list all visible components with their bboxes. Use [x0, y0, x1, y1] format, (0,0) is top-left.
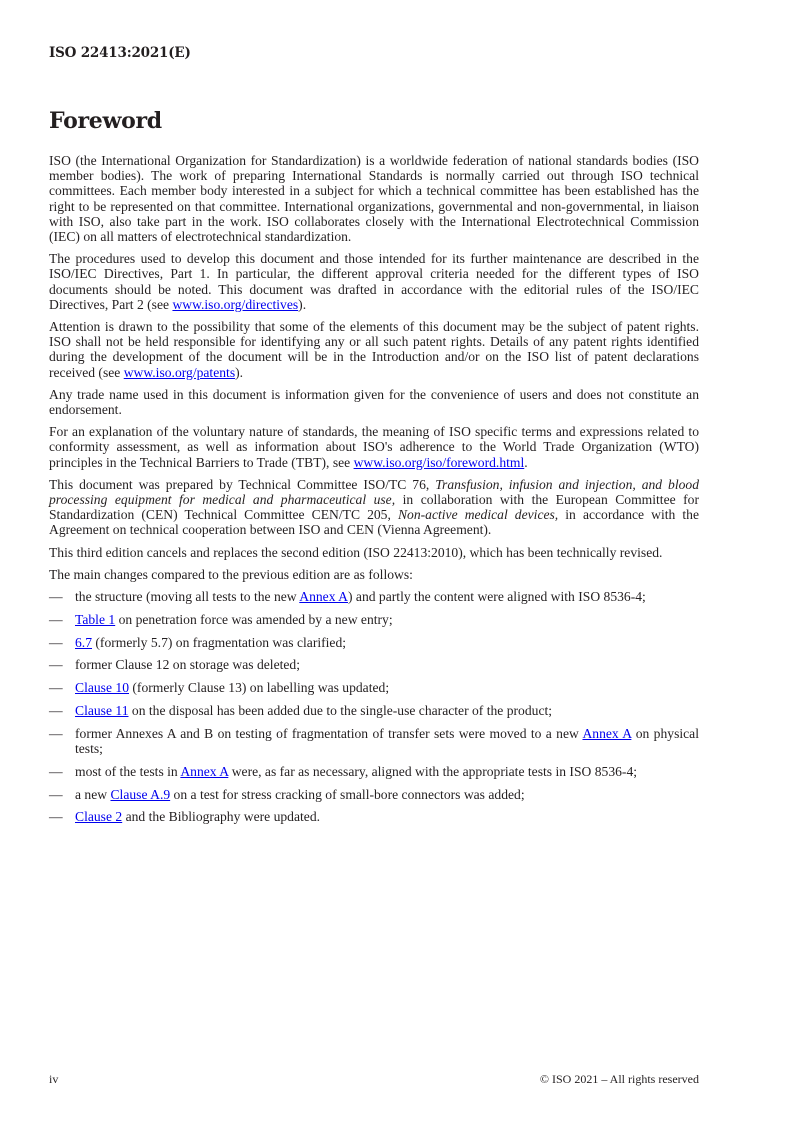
foreword-body [49, 153, 699, 832]
list-item [49, 809, 699, 824]
list-item [49, 787, 699, 802]
link-annex-a[interactable]: Annex A [582, 725, 632, 741]
paragraph-patents [49, 319, 699, 380]
text: on physical tests; [75, 725, 699, 757]
text: ). [298, 296, 307, 312]
paragraph-main-changes: The main changes compared to the previous edition are as follows: [49, 566, 413, 582]
link-clause-11[interactable]: Clause 11 [75, 703, 129, 719]
link-annex-a[interactable]: Annex A [299, 589, 348, 605]
list-item [49, 764, 699, 779]
list-item [49, 589, 699, 604]
text: in accordance with the Agreement on technical cooperation between ISO and CEN (Vienna Agreement). [49, 507, 699, 538]
text: the structure (moving all tests to the new [75, 589, 300, 605]
document-id-header: ISO 22413:2021(E) [49, 45, 191, 61]
copyright-notice: © ISO 2021 – All rights reserved [539, 1072, 699, 1086]
list-item [49, 635, 699, 650]
text: . [524, 454, 528, 470]
text: ) and partly the content were aligned with ISO 8536-4; [347, 589, 646, 605]
link-table-1[interactable]: Table 1 [75, 611, 116, 627]
page-title: Foreword [49, 108, 162, 134]
list-item [49, 612, 699, 627]
text: The procedures used to develop this document and those intended for its further maintenance are described in the ISO/IEC Directives, Part 1. In particular, the different approval criteria needed for the different types of ISO documents should be noted. This document was drafted in accordance with the editorial rules of the ISO/IEC Directives, Part 2 (see [49, 251, 699, 312]
text: on penetration force was amended by a new entry; [115, 611, 393, 627]
text: (formerly Clause 13) on labelling was updated; [129, 680, 390, 696]
link-patents[interactable]: www.iso.org/patents [123, 364, 236, 380]
dash-bullet-icon: — [49, 611, 63, 627]
text: This document was prepared by Technical Committee ISO/TC 76, [49, 476, 436, 492]
text: were, as far as necessary, aligned with the appropriate tests in ISO 8536-4; [228, 763, 638, 779]
paragraph-voluntary-nature [49, 424, 699, 470]
dash-bullet-icon: — [49, 725, 63, 741]
list-item [49, 726, 699, 756]
text: on a test for stress cracking of small-bore connectors was added; [170, 786, 525, 802]
link-clause-2[interactable]: Clause 2 [75, 809, 123, 825]
paragraph-procedures [49, 251, 699, 312]
paragraph-edition: This third edition cancels and replaces the second edition (ISO 22413:2010), which has been technically revised. [49, 544, 663, 560]
text: and the Bibliography were updated. [122, 809, 321, 825]
text: Attention is drawn to the possibility that some of the elements of this document may be the subject of patent rights. ISO shall not be held responsible for identifying any or all such patent rights. Details of any patent rights identified during the development of the document will be in the Introduction and/or on the ISO list of patent declarations received (see [49, 319, 699, 380]
dash-bullet-icon: — [49, 634, 63, 650]
text: most of the tests in [75, 763, 181, 779]
paragraph-trade-name: Any trade name used in this document is information given for the convenience of users and does not constitute an endorsement. [49, 386, 699, 418]
link-foreword[interactable]: www.iso.org/iso/foreword.html [353, 454, 525, 470]
changes-list [49, 589, 699, 825]
dash-bullet-icon: — [49, 786, 63, 802]
cen-committee-title: Non-active medical devices, [397, 507, 559, 523]
text: (formerly 5.7) on fragmentation was clarified; [92, 634, 347, 650]
paragraph-iso-intro: ISO (the International Organization for Standardization) is a worldwide federation of national standards bodies (ISO member bodies). The work of preparing International Standards is normally carried out through ISO technical committees. Each member body interested in a subject for which a technical committee has been established has the right to be represented on that committee. International organizations, governmental and non-governmental, in liaison with ISO, also take part in the work. ISO collaborates closely with the International Electrotechnical Commission (IEC) on all matters of electrotechnical standardization. [49, 153, 699, 245]
link-clause-a-9[interactable]: Clause A.9 [110, 786, 171, 802]
link-annex-a[interactable]: Annex A [180, 763, 229, 779]
list-item [49, 680, 699, 695]
dash-bullet-icon: — [49, 680, 63, 696]
text: ). [235, 364, 244, 380]
text: a new [75, 786, 111, 802]
dash-bullet-icon: — [49, 703, 63, 719]
link-6-7[interactable]: 6.7 [75, 634, 92, 650]
page-number: iv [49, 1072, 59, 1086]
committee-title: Transfusion, infusion and injection, and blood processing equipment for medical and pharmaceutical use, [49, 476, 699, 508]
text: former Clause 12 on storage was deleted; [75, 657, 300, 673]
text: on the disposal has been added due to the single-use character of the product; [128, 703, 553, 719]
text: For an explanation of the voluntary nature of standards, the meaning of ISO specific terms and expressions related to conformity assessment, as well as information about ISO's adherence to the World Trade Organization (WTO) principles in the Technical Barriers to Trade (TBT), see [49, 424, 699, 470]
list-item [49, 703, 699, 718]
dash-bullet-icon: — [49, 657, 63, 673]
dash-bullet-icon: — [49, 589, 63, 605]
text: former Annexes A and B on testing of fragmentation of transfer sets were moved to a new [75, 725, 583, 741]
dash-bullet-icon: — [49, 809, 63, 825]
link-clause-10[interactable]: Clause 10 [75, 680, 129, 696]
dash-bullet-icon: — [49, 763, 63, 779]
list-item [49, 657, 699, 672]
paragraph-prepared-by [49, 477, 699, 538]
link-directives[interactable]: www.iso.org/directives [172, 296, 299, 312]
text: in collaboration with the European Committee for Standardization (CEN) Technical Committee CEN/TC 205, [49, 492, 699, 523]
